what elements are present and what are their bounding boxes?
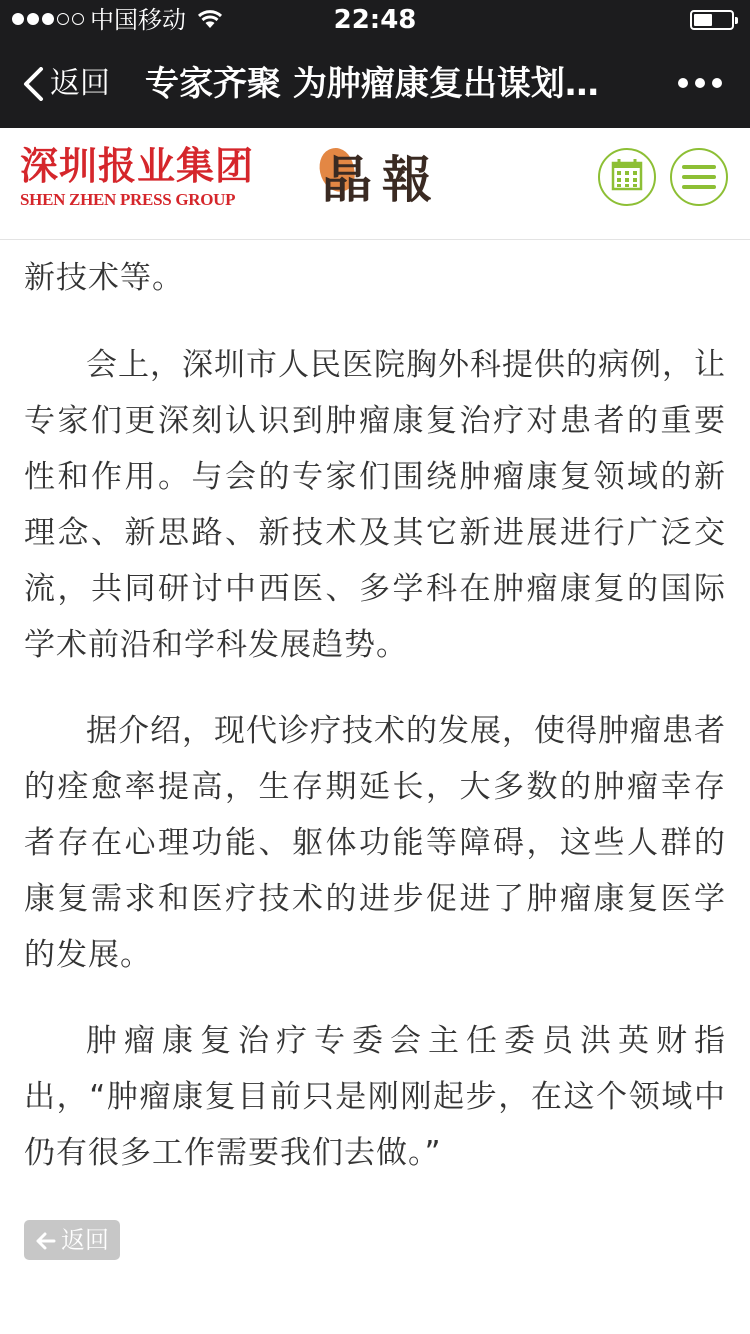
hamburger-menu-icon	[672, 150, 726, 204]
article-paragraph: 肿瘤康复治疗专委会主任委员洪英财指出，“肿瘤康复目前只是刚刚起步，在这个领域中仍有很多工作需要我们去做。”	[24, 1023, 726, 1171]
back-chevron-icon[interactable]	[22, 67, 44, 101]
menu-button[interactable]	[670, 148, 728, 206]
nav-bar	[0, 40, 750, 128]
article-paragraph: 会上，深圳市人民医院胸外科提供的病例，让专家们更深刻认识到肿瘤康复治疗对患者的重要性和作用。与会的专家们围绕肿瘤康复领域的新理念、新思路、新技术及其它新进展进行广泛交流，共同研讨中西医、多学科在肿瘤康复的国际学术前沿和学科发展趋势。	[24, 347, 726, 663]
carrier-name: 中国移动	[90, 6, 186, 34]
calendar-button[interactable]	[598, 148, 656, 206]
status-time: 22:48	[333, 5, 417, 35]
back-button-label: 返回	[61, 1226, 109, 1254]
newspaper-logo[interactable]: 晶 報	[318, 146, 443, 212]
nav-back-button[interactable]: 返回	[50, 66, 110, 101]
brand-logo-cn[interactable]: 深圳报业集团	[20, 143, 255, 188]
article-paragraph: 据介绍，现代诊疗技术的发展，使得肿瘤患者的痊愈率提高，生存期延长，大多数的肿瘤幸存者存在心理功能、躯体功能等障碍，这些人群的康复需求和医疗技术的进步促进了肿瘤康复医学的发展。	[24, 713, 726, 973]
page-title: 专家齐聚 为肿瘤康复出谋划…	[145, 64, 599, 104]
back-button[interactable]	[24, 1220, 120, 1260]
brand-logo-en: SHEN ZHEN PRESS GROUP	[20, 190, 236, 209]
more-options-icon[interactable]	[678, 78, 722, 88]
site-header	[0, 128, 750, 240]
article-paragraph: 新技术等。	[24, 260, 184, 296]
calendar-icon	[600, 150, 654, 204]
status-bar	[0, 0, 750, 40]
battery-icon	[690, 10, 734, 30]
arrow-left-icon	[36, 1232, 56, 1250]
